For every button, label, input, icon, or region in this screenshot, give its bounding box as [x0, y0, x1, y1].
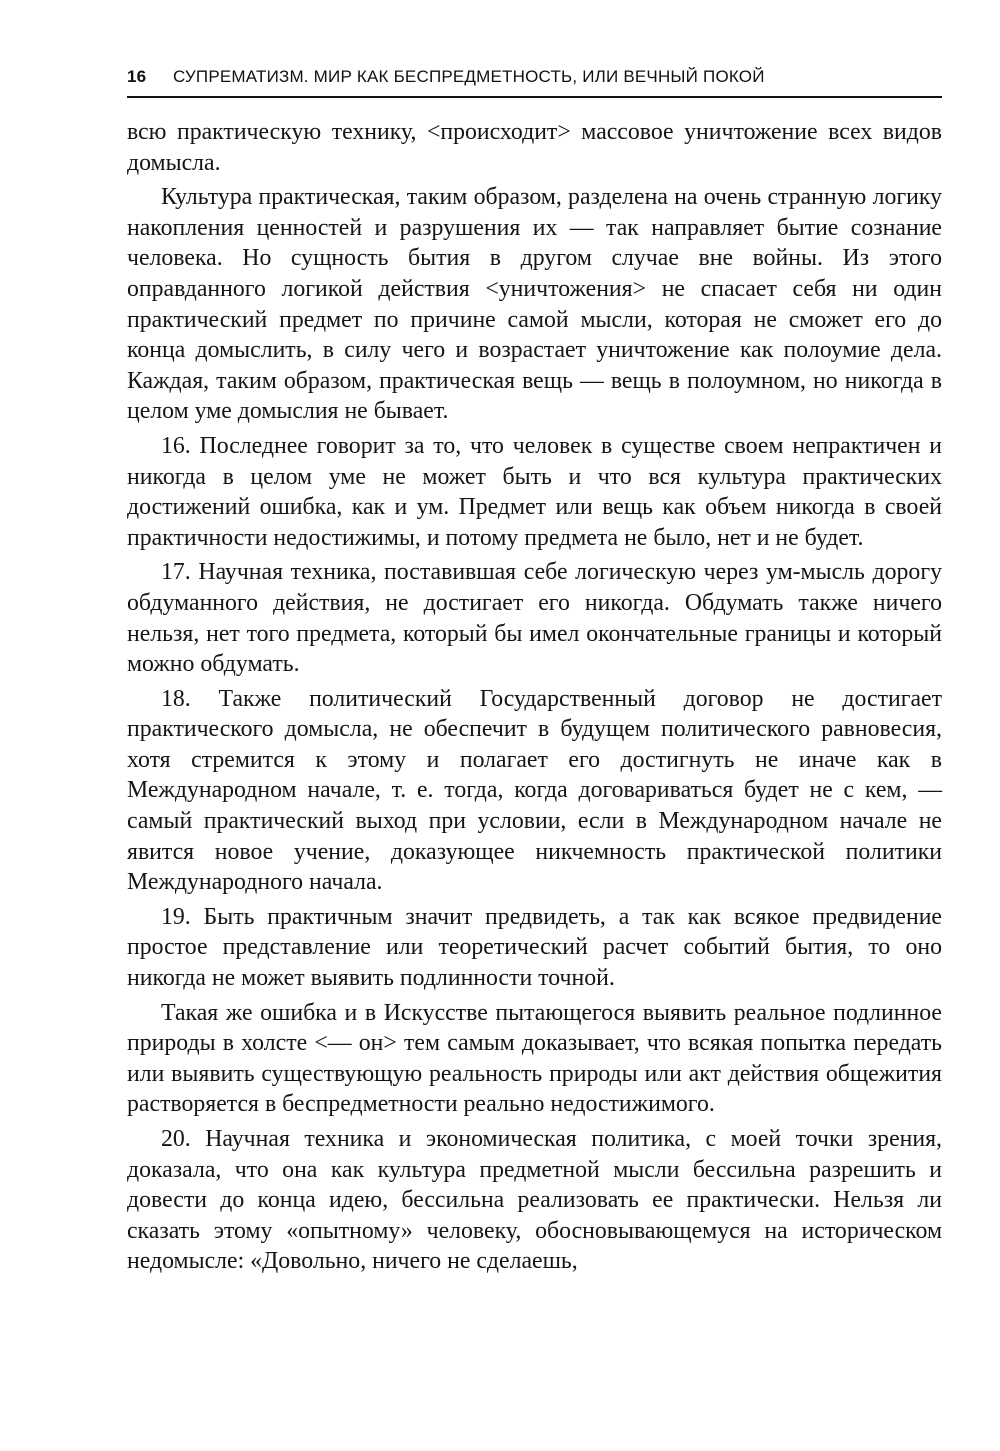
paragraph: Культура практическая, таким образом, разделена на очень странную логику накопления ценностей и разрушения их — так направляет бытие сознание человека. Но сущность бытия в другом случае вне войны. Из этого оправданного логикой действия <уничтожения> не спасает себя ни один практический предмет по причине самой мысли, которая не сможет его до конца домыслить, в силу чего и возрастает уничтожение как полоумие дела. Каждая, таким образом, практическая вещь — вещь в полоумном, но никогда в целом уме домыслия не бывает.: [127, 184, 942, 425]
paragraph: Такая же ошибка и в Искусстве пытающегося выявить реальное подлинное природы в холсте <— он> тем самым доказывает, что всякая попытка передать или выявить существующую реальность природы или акт действия общежития растворяется в беспредметности реально недостижимого.: [127, 999, 942, 1118]
body-text: [127, 117, 942, 1281]
running-title: СУПРЕМАТИЗМ. МИР КАК БЕСПРЕДМЕТНОСТЬ, ИЛИ ВЕЧНЫЙ ПОКОЙ: [173, 67, 765, 86]
paragraph: всю практическую технику, <происходит> массовое уничтожение всех видов домысла.: [127, 119, 942, 176]
running-head: [127, 67, 942, 91]
paragraph: 17. Научная техника, поставившая себе логическую через ум-мысль дорогу обдуманного действия, не достигает его никогда. Обдумать также ничего нельзя, нет того предмета, который бы имел окончательные границы и который можно обдумать.: [127, 559, 942, 678]
paragraph: 19. Быть практичным значит предвидеть, а так как всякое предвидение простое представление или теоретический расчет событий бытия, то оно никогда не может выявить подлинности точной.: [127, 903, 942, 992]
page-number: 16: [127, 67, 147, 86]
paragraph: 18. Также политический Государственный договор не достигает практического домысла, не обеспечит в будущем политического равновесия, хотя стремится к этому и полагает его достигнуть не иначе как в Международном начале, т. е. тогда, когда договариваться будет не с кем, — самый практический выход при условии, если в Международном начале не явится новое учение, доказующее никчемность практической политики Международного начала.: [127, 685, 942, 896]
paragraph: 16. Последнее говорит за то, что человек в существе своем непрактичен и никогда в целом уме не может быть и что вся культура практических достижений ошибка, как и ум. Предмет или вещь как объем никогда в своей практичности недостижимы, и потому предмета не было, нет и не будет.: [127, 432, 942, 551]
header-rule: [127, 96, 942, 98]
paragraph: 20. Научная техника и экономическая политика, с моей точки зрения, доказала, что она как культура предметной мысли бессильна разрешить и довести до конца идею, бессильна реализовать ее практически. Нельзя ли сказать этому «опытному» человеку, обосновывающемуся на историческом недомысле: «Довольно, ничего не сделаешь,: [127, 1126, 942, 1275]
